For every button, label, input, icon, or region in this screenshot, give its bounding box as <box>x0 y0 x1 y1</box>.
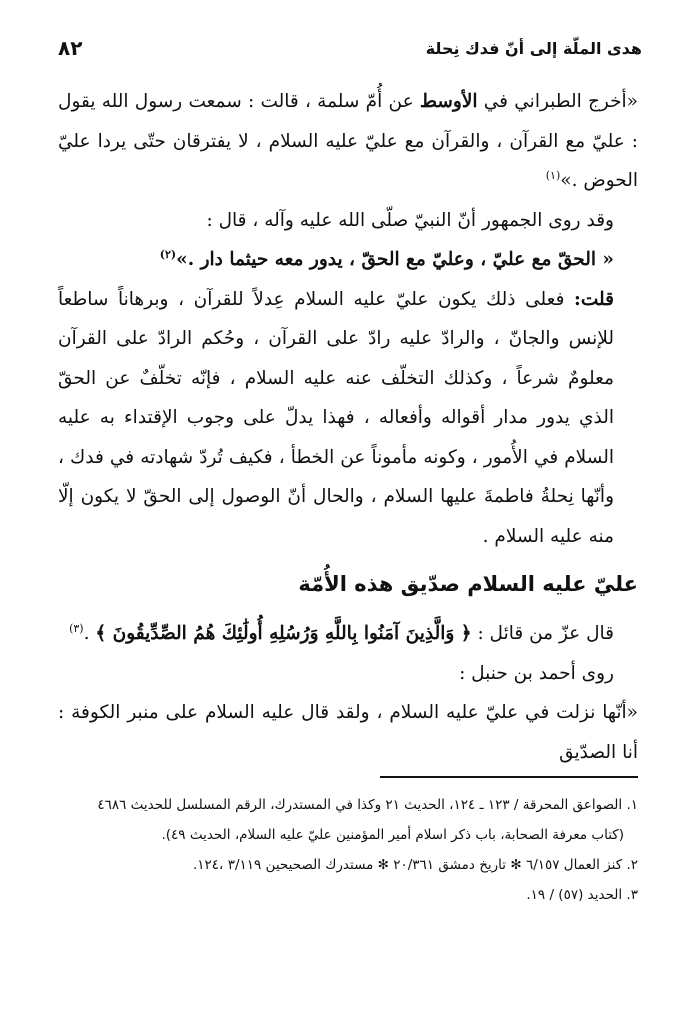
main-text <box>58 82 638 556</box>
footnote-ref: (١) <box>545 168 561 182</box>
paragraph-ahmad: روى أحمد بن حنبل : <box>459 662 614 684</box>
paragraph-quran <box>58 614 638 654</box>
footnote-item: (كتاب معرفة الصحابة، باب ذكر اسلام أمير المؤمنين عليّ عليه السلام، الحديث ٤٩). <box>161 827 624 843</box>
paragraph-text: قال عزّ من قائل : <box>471 623 614 644</box>
paragraph-text: فعلى ذلك يكون عليّ عليه السلام عِدلاً للقرآن ، وبرهاناً ساطعاً للإنس والجانّ ، والرادّ عليه رادّ على القرآن ، وحُكم الرادّ على القرآن معلومٌ شرعاً ، وكذلك التخلّف عنه عليه السلام ، فإنّه تخلّفٌ عن الحقّ الذي يدور مدار أقواله وأفعاله ، فهذا يدلّ على وجوب الإقتداء به عليه السلام في الأُمور ، وكونه مأموناً عن الخطأ ، فكيف تُردّ شهادته في فدك ، وأنّها نِحلةُ فاطمةَ عليها السلام ، والحال أنّ الوصول إلى الحقّ لا يكون إلّا منه عليه السلام . <box>58 288 614 547</box>
hadith-text: « الحقّ مع عليّ ، وعليّ مع الحقّ ، يدور معه حيثما دار .» <box>176 249 614 270</box>
paragraph-commentary <box>58 280 638 557</box>
paragraph-text: عن أُمّ سلمة ، قالت : سمعت رسول الله يقول : عليّ مع القرآن ، والقرآن مع عليّ عليه السلام ، لا يفترقان حتّى يردا عليّ الحوض .» <box>58 91 638 191</box>
footnote-item: ٢. كنز العمال ٦/١٥٧ ✻ تاريخ دمشق ٢٠/٣٦١ ✻ مستدرك الصحيحين ٣/١١٩ ،١٢٤. <box>192 857 638 873</box>
paragraph-jumhur: وقد روى الجمهور أنّ النبيّ صلّى الله عليه وآله ، قال : <box>206 209 614 231</box>
page-number: ٨٢ <box>58 36 83 60</box>
paragraph-text: «أخرج الطبراني في <box>477 91 638 112</box>
bold-term: قلت: <box>574 288 614 310</box>
quran-verse: ﴿ وَالَّذِينَ آمَنُوا بِاللَّهِ وَرُسُلِهِ أُولَٰئِكَ هُمُ الصِّدِّيقُونَ ﴾ <box>95 623 472 644</box>
section-title: عليّ عليه السلام صدّيق هذه الأُمّة <box>298 572 638 596</box>
page-header <box>58 34 642 62</box>
paragraph-tabarani <box>58 82 638 201</box>
paragraph-siddiq: «أنّها نزلت في عليّ عليه السلام ، ولقد قال عليه السلام على منبر الكوفة : أنا الصدّيق <box>58 702 638 763</box>
footnotes <box>58 790 638 910</box>
hadith-quote <box>58 240 638 280</box>
paragraph-text: . <box>83 623 96 644</box>
footnote-ref: (٢) <box>159 247 177 261</box>
section-text <box>58 614 638 772</box>
footnote-ref: (٣) <box>69 621 84 635</box>
footnote-item: ١. الصواعق المحرقة / ١٢٣ ـ ١٢٤، الحديث ٢١ وكذا في المستدرك، الرقم المسلسل للحديث ٤٦٨٦ <box>97 797 638 813</box>
footnote-item: ٣. الحديد (٥٧) / ١٩. <box>526 887 638 903</box>
bold-term: الأوسط <box>419 91 478 112</box>
running-title: هدى الملّة إلى أنّ فدك نِحلة <box>425 38 642 58</box>
footnote-divider <box>380 776 638 778</box>
